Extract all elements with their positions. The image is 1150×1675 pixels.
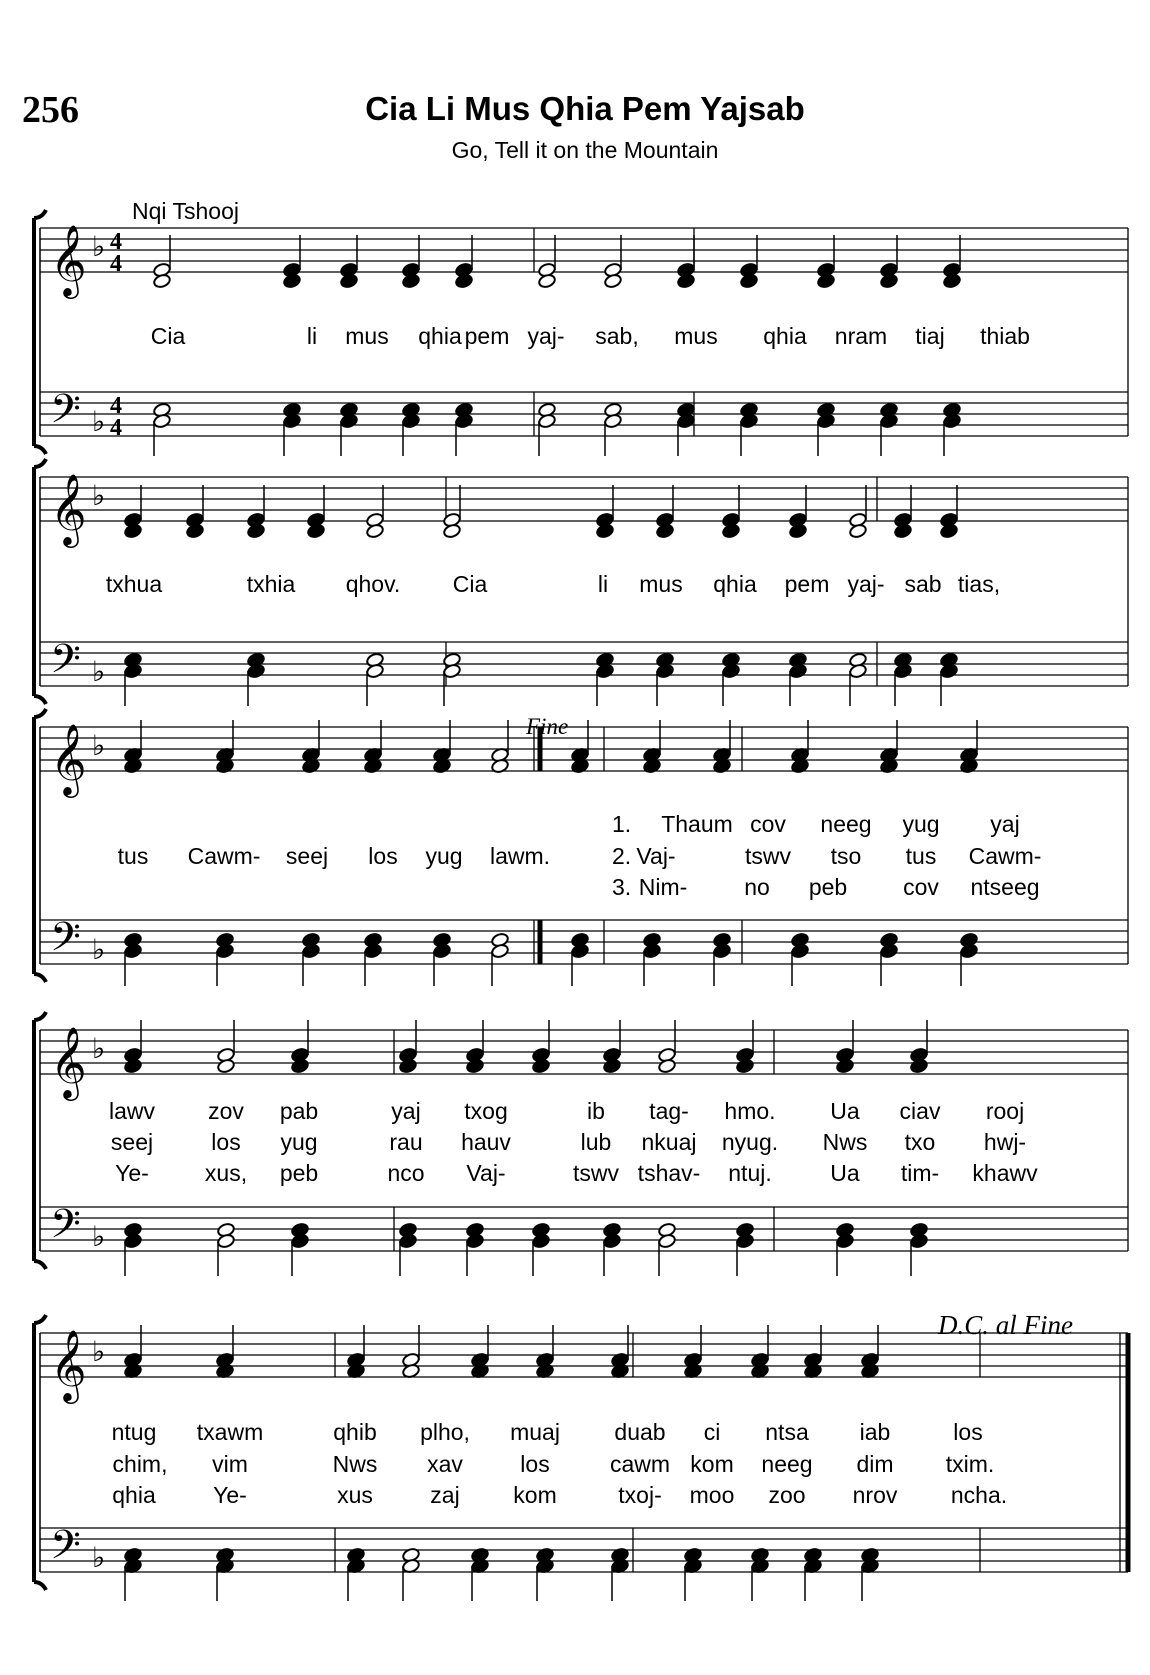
- lyric-syllable: Nim-: [638, 874, 688, 900]
- lyric-syllable: peb: [808, 874, 848, 900]
- lyric-syllable: yug: [280, 1129, 318, 1155]
- lyric-syllable: sab: [904, 571, 942, 597]
- lyric-syllable: mus: [345, 323, 389, 349]
- lyric-syllable: tso: [830, 843, 862, 869]
- lyric-syllable: ntseeg: [970, 874, 1040, 900]
- lyric-syllable: nrov: [852, 1482, 898, 1508]
- lyric-syllable: Nws: [822, 1129, 868, 1155]
- lyric-syllable: zaj: [430, 1482, 460, 1508]
- treble-clef: 𝄞: [50, 722, 87, 795]
- treble-clef: 𝄞: [50, 472, 87, 545]
- bass-clef: 𝄢: [50, 1201, 81, 1257]
- lyric-syllable: lawm.: [489, 843, 551, 869]
- lyric-syllable: seej: [110, 1129, 154, 1155]
- lyric-syllable: kom: [513, 1482, 557, 1508]
- lyric-syllable: yaj-: [527, 323, 565, 349]
- lyric-syllable: tim-: [900, 1160, 940, 1186]
- time-sig-bottom-bass: 4: [110, 415, 122, 441]
- lyric-syllable: hwj-: [983, 1129, 1027, 1155]
- lyric-syllable: pem: [464, 323, 510, 349]
- lyric-syllable: qhib: [333, 1419, 377, 1445]
- lyric-syllable: khawv: [972, 1160, 1038, 1186]
- lyric-syllable: Ua: [830, 1098, 860, 1124]
- treble-clef: 𝄞: [50, 1328, 87, 1401]
- tempo-marking: Nqi Tshooj: [132, 198, 239, 224]
- lyric-syllable: nram: [834, 323, 888, 349]
- lyric-syllable: Nws: [332, 1451, 378, 1477]
- lyric-syllable: txo: [904, 1129, 936, 1155]
- lyric-syllable: tus: [905, 843, 937, 869]
- lyric-syllable: tus: [117, 843, 149, 869]
- treble-clef: 𝄞: [50, 1025, 87, 1098]
- key-flat: ♭: [92, 405, 106, 438]
- lyric-syllable: yaj: [990, 811, 1020, 837]
- lyric-syllable: ntuj.: [728, 1160, 772, 1186]
- lyric-syllable: txog: [464, 1098, 508, 1124]
- key-flat: ♭: [92, 655, 106, 688]
- lyric-syllable: kom: [690, 1451, 734, 1477]
- lyric-syllable: pem: [784, 571, 830, 597]
- lyric-syllable: li: [597, 571, 609, 597]
- lyric-syllable: qhov.: [345, 571, 401, 597]
- lyric-syllable: qhia: [418, 323, 462, 349]
- lyric-syllable: tshav-: [637, 1160, 701, 1186]
- lyric-syllable: txawm: [196, 1419, 264, 1445]
- treble-clef: 𝄞: [50, 223, 87, 296]
- lyric-syllable: hmo.: [724, 1098, 776, 1124]
- verse-number: 3.: [612, 874, 632, 900]
- lyric-syllable: cov: [750, 811, 786, 837]
- lyric-syllable: tag-: [649, 1098, 689, 1124]
- lyric-syllable: moo: [689, 1482, 735, 1508]
- lyric-syllable: thiab: [980, 323, 1030, 349]
- lyric-syllable: cawm: [609, 1451, 671, 1477]
- lyric-syllable: txhia: [246, 571, 296, 597]
- lyric-syllable: xus: [337, 1482, 373, 1508]
- lyric-syllable: Cia: [150, 323, 186, 349]
- lyric-syllable: yaj-: [847, 571, 885, 597]
- verse-number: 2.: [612, 843, 632, 869]
- bass-clef: 𝄢: [50, 1522, 81, 1578]
- lyric-syllable: yug: [425, 843, 463, 869]
- time-sig-top-treble: 4: [110, 229, 122, 255]
- lyric-syllable: Ua: [830, 1160, 860, 1186]
- lyric-syllable: chim,: [112, 1451, 168, 1477]
- lyric-syllable: yaj: [391, 1098, 421, 1124]
- lyric-syllable: Thaum: [661, 811, 733, 837]
- lyric-syllable: seej: [285, 843, 329, 869]
- lyric-syllable: ciav: [899, 1098, 941, 1124]
- lyric-syllable: tswv: [573, 1160, 619, 1186]
- lyric-syllable: neeg: [820, 811, 872, 837]
- lyric-syllable: xav: [427, 1451, 463, 1477]
- lyric-syllable: rau: [389, 1129, 423, 1155]
- lyric-syllable: Vaj-: [636, 843, 676, 869]
- lyric-syllable: mus: [674, 323, 718, 349]
- key-flat: ♭: [92, 1220, 106, 1253]
- key-flat: ♭: [92, 933, 106, 966]
- lyric-syllable: nco: [387, 1160, 425, 1186]
- lyric-syllable: los: [211, 1129, 241, 1155]
- lyric-syllable: xus,: [204, 1160, 248, 1186]
- lyric-syllable: tias,: [957, 571, 1001, 597]
- lyric-syllable: yug: [902, 811, 940, 837]
- lyric-syllable: Ye-: [115, 1160, 149, 1186]
- fine-marking: Fine: [526, 714, 569, 739]
- lyric-syllable: sab,: [595, 323, 639, 349]
- lyric-syllable: iab: [859, 1419, 891, 1445]
- lyric-syllable: plho,: [420, 1419, 470, 1445]
- lyric-syllable: dim: [856, 1451, 894, 1477]
- lyric-syllable: txoj-: [618, 1482, 662, 1508]
- key-flat: ♭: [92, 479, 106, 512]
- bass-clef: 𝄢: [50, 636, 81, 692]
- hymn-subtitle: Go, Tell it on the Mountain: [451, 137, 719, 163]
- verse-number: 1.: [612, 811, 632, 837]
- lyric-syllable: pab: [279, 1098, 319, 1124]
- lyric-syllable: lub: [580, 1129, 612, 1155]
- key-flat: ♭: [92, 230, 106, 263]
- dc-al-fine-marking: D.C. al Fine: [938, 1310, 1073, 1340]
- key-flat: ♭: [92, 729, 106, 762]
- lyric-syllable: Cawm-: [187, 843, 261, 869]
- lyric-syllable: peb: [279, 1160, 319, 1186]
- lyric-syllable: vim: [212, 1451, 248, 1477]
- lyric-syllable: Cia: [452, 571, 488, 597]
- lyric-syllable: ntsa: [765, 1419, 809, 1445]
- lyric-syllable: lawv: [108, 1098, 156, 1124]
- lyric-syllable: Ye-: [213, 1482, 247, 1508]
- lyric-syllable: Cawm-: [968, 843, 1042, 869]
- lyric-syllable: qhia: [763, 323, 807, 349]
- lyric-syllable: ncha.: [950, 1482, 1008, 1508]
- lyric-syllable: qhia: [713, 571, 757, 597]
- key-flat: ♭: [92, 1541, 106, 1574]
- key-flat: ♭: [92, 1032, 106, 1065]
- lyric-syllable: los: [953, 1419, 983, 1445]
- time-sig-bottom-treble: 4: [110, 251, 122, 277]
- lyric-syllable: zov: [208, 1098, 244, 1124]
- lyric-syllable: no: [744, 874, 770, 900]
- lyric-syllable: txhua: [105, 571, 163, 597]
- time-sig-top-bass: 4: [110, 393, 122, 419]
- hymn-title: Cia Li Mus Qhia Pem Yajsab: [365, 90, 805, 127]
- lyric-syllable: qhia: [112, 1482, 156, 1508]
- lyric-syllable: nyug.: [721, 1129, 779, 1155]
- lyric-syllable: ntug: [111, 1419, 157, 1445]
- lyric-syllable: los: [368, 843, 398, 869]
- lyric-syllable: mus: [639, 571, 683, 597]
- lyric-syllable: ci: [703, 1419, 721, 1445]
- lyric-syllable: rooj: [985, 1098, 1025, 1124]
- lyric-syllable: neeg: [761, 1451, 813, 1477]
- key-flat: ♭: [92, 1335, 106, 1368]
- lyric-syllable: Vaj-: [466, 1160, 506, 1186]
- lyric-syllable: tiaj: [915, 323, 945, 349]
- lyric-syllable: tswv: [745, 843, 791, 869]
- lyric-syllable: li: [306, 323, 318, 349]
- bass-clef: 𝄢: [50, 386, 81, 442]
- bass-clef: 𝄢: [50, 914, 81, 970]
- lyric-syllable: los: [520, 1451, 550, 1477]
- lyric-syllable: cov: [903, 874, 939, 900]
- lyric-syllable: hauv: [461, 1129, 511, 1155]
- lyric-syllable: ib: [587, 1098, 605, 1124]
- hymn-number: 256: [22, 89, 79, 131]
- lyric-syllable: txim.: [945, 1451, 995, 1477]
- lyric-syllable: nkuaj: [641, 1129, 697, 1155]
- lyric-syllable: muaj: [510, 1419, 560, 1445]
- lyric-syllable: duab: [614, 1419, 666, 1445]
- lyric-syllable: zoo: [768, 1482, 806, 1508]
